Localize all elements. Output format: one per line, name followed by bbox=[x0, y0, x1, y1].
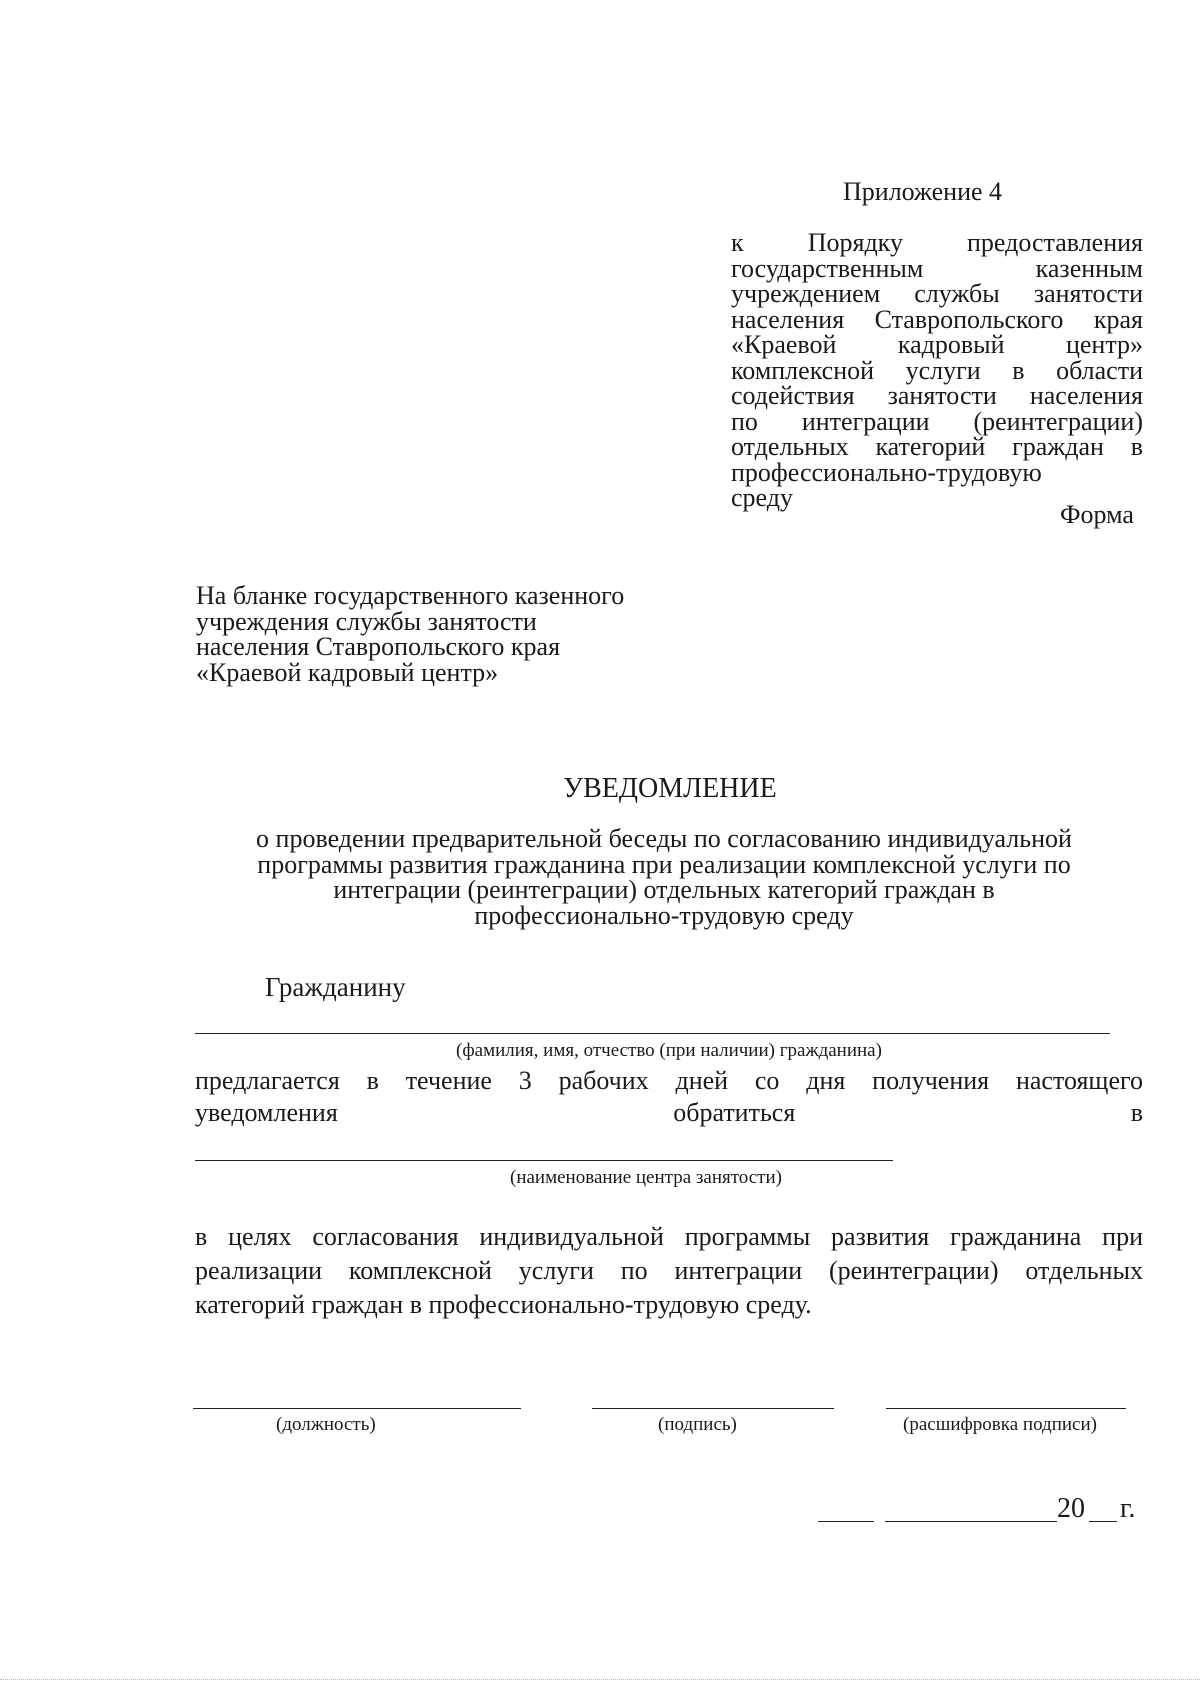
preamble-line: среду bbox=[731, 483, 793, 512]
citizen-label: Гражданину bbox=[265, 972, 406, 1002]
preamble-line: населения Ставропольского края bbox=[731, 304, 1143, 334]
preamble-line: по интеграции (реинтеграции) bbox=[731, 406, 1143, 436]
preamble-line: государственным казенным bbox=[731, 253, 1143, 283]
employment-center-field[interactable] bbox=[195, 1160, 893, 1161]
body-paragraph-2 bbox=[195, 1220, 1143, 1322]
scan-edge-divider bbox=[0, 1679, 1200, 1680]
citizen-name-field[interactable] bbox=[195, 1033, 1110, 1034]
signature-name-field[interactable] bbox=[886, 1408, 1126, 1409]
preamble-line: «Краевой кадровый центр» bbox=[731, 330, 1143, 359]
position-caption: (должность) bbox=[276, 1414, 376, 1435]
letterhead-line: «Краевой кадровый центр» bbox=[196, 657, 499, 687]
citizen-name-caption: (фамилия, имя, отчество (при наличии) гражданина) bbox=[456, 1040, 882, 1061]
letterhead-line: На бланке государственного казенного bbox=[196, 581, 625, 610]
signature-name-caption: (расшифровка подписи) bbox=[903, 1414, 1097, 1435]
date-year-field[interactable] bbox=[1089, 1521, 1117, 1522]
date-month-field[interactable] bbox=[885, 1521, 1057, 1522]
signature-field[interactable] bbox=[592, 1408, 834, 1409]
body-line: категорий граждан в профессионально-трудовую среду. bbox=[195, 1290, 812, 1319]
subtitle-line: о проведении предварительной беседы по согласованию индивидуальной bbox=[256, 824, 1072, 853]
preamble-line: учреждением службы занятости bbox=[731, 279, 1143, 308]
signature-caption: (подпись) bbox=[658, 1414, 737, 1435]
appendix-preamble bbox=[731, 230, 1143, 511]
body-line: предлагается в течение 3 рабочих дней со дня получения настоящего bbox=[195, 1066, 1143, 1095]
preamble-line: комплексной услуги в области bbox=[731, 355, 1143, 385]
preamble-line: отдельных категорий граждан в bbox=[731, 432, 1143, 461]
form-label: Форма bbox=[1060, 500, 1134, 529]
letterhead-line: учреждения службы занятости bbox=[196, 606, 537, 636]
preamble-line: к Порядку предоставления bbox=[731, 228, 1143, 257]
document-title: УВЕДОМЛЕНИЕ bbox=[563, 773, 777, 804]
body-paragraph-1 bbox=[195, 1065, 1143, 1129]
subtitle-line: программы развития гражданина при реализации комплексной услуги по bbox=[257, 849, 1071, 879]
date-year-suffix: г. bbox=[1120, 1493, 1136, 1524]
body-line: в целях согласования индивидуальной программы развития гражданина при bbox=[195, 1222, 1143, 1251]
document-subtitle bbox=[214, 826, 1114, 928]
preamble-line: профессионально-трудовую bbox=[731, 457, 1042, 487]
appendix-number: Приложение 4 bbox=[843, 177, 1003, 206]
letterhead-line: населения Ставропольского края bbox=[196, 632, 561, 661]
body-line: реализации комплексной услуги по интеграции (реинтеграции) отдельных bbox=[195, 1256, 1143, 1285]
letterhead-note bbox=[196, 583, 624, 685]
date-year-prefix: 20 bbox=[1057, 1493, 1085, 1524]
subtitle-line: профессионально-трудовую среду bbox=[474, 900, 854, 930]
body-line: уведомления обратиться в bbox=[195, 1098, 1143, 1127]
preamble-line: содействия занятости населения bbox=[731, 381, 1143, 410]
date-day-field[interactable] bbox=[818, 1521, 874, 1522]
employment-center-caption: (наименование центра занятости) bbox=[510, 1167, 782, 1188]
position-field[interactable] bbox=[193, 1408, 521, 1409]
subtitle-line: интеграции (реинтеграции) отдельных категорий граждан в bbox=[333, 875, 995, 904]
